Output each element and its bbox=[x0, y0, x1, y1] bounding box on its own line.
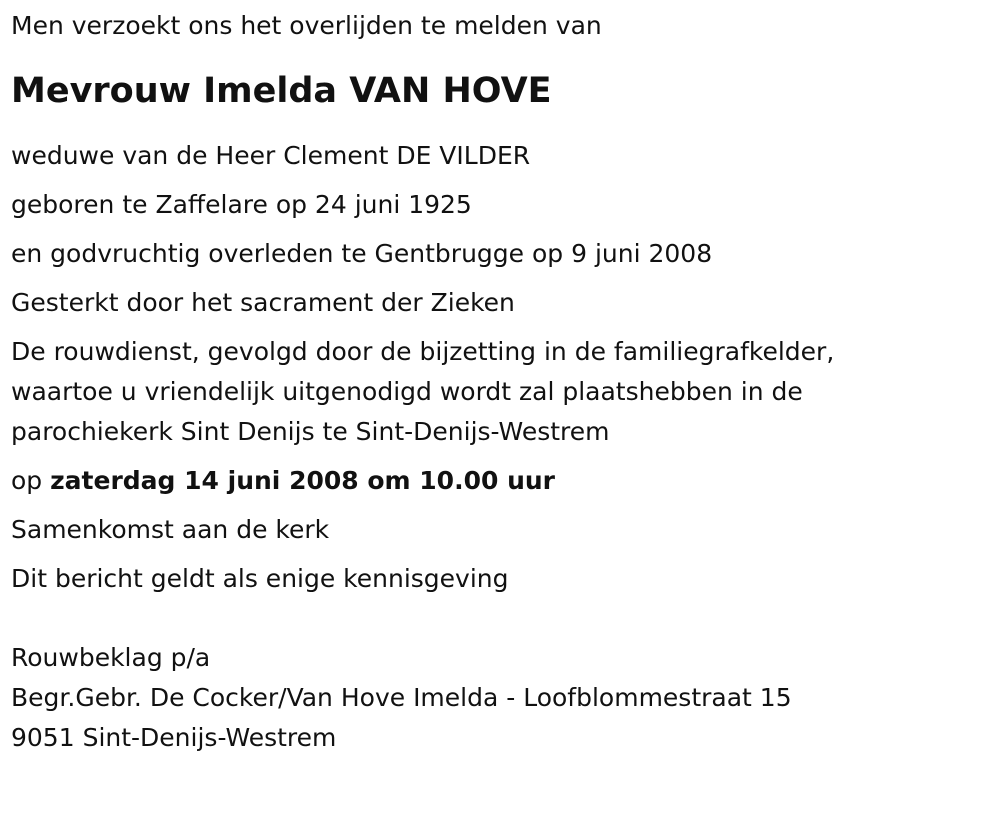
condolence-address-line-2: 9051 Sint-Denijs-Westrem bbox=[11, 723, 337, 752]
condolence-block bbox=[11, 638, 986, 758]
condolence-label: Rouwbeklag p/a bbox=[11, 643, 211, 672]
gathering-text: Samenkomst aan de kerk bbox=[11, 515, 330, 544]
service-line-1: De rouwdienst, gevolgd door de bijzetting in de familiegrafkelder, bbox=[11, 337, 835, 366]
deceased-name: Mevrouw Imelda VAN HOVE bbox=[11, 71, 552, 111]
sacrament-text: Gesterkt door het sacrament der Zieken bbox=[11, 288, 515, 317]
intro-text: Men verzoekt ons het overlijden te melden van bbox=[11, 11, 602, 40]
service-date bbox=[11, 461, 986, 501]
service-paragraph bbox=[11, 332, 986, 452]
service-date-prefix: op bbox=[11, 466, 43, 495]
condolence-address-line-1: Begr.Gebr. De Cocker/Van Hove Imelda - Loofblommestraat 15 bbox=[11, 683, 792, 712]
only-notice-text: Dit bericht geldt als enige kennisgeving bbox=[11, 564, 509, 593]
service-line-3: parochiekerk Sint Denijs te Sint-Denijs-Westrem bbox=[11, 417, 610, 446]
widow-of-text: weduwe van de Heer Clement DE VILDER bbox=[11, 141, 531, 170]
service-line-2: waartoe u vriendelijk uitgenodigd wordt zal plaatshebben in de bbox=[11, 377, 803, 406]
birth-text: geboren te Zaffelare op 24 juni 1925 bbox=[11, 190, 472, 219]
service-date-bold: zaterdag 14 juni 2008 om 10.00 uur bbox=[50, 466, 555, 495]
death-text: en godvruchtig overleden te Gentbrugge op 9 juni 2008 bbox=[11, 239, 713, 268]
obituary-notice bbox=[11, 0, 986, 758]
